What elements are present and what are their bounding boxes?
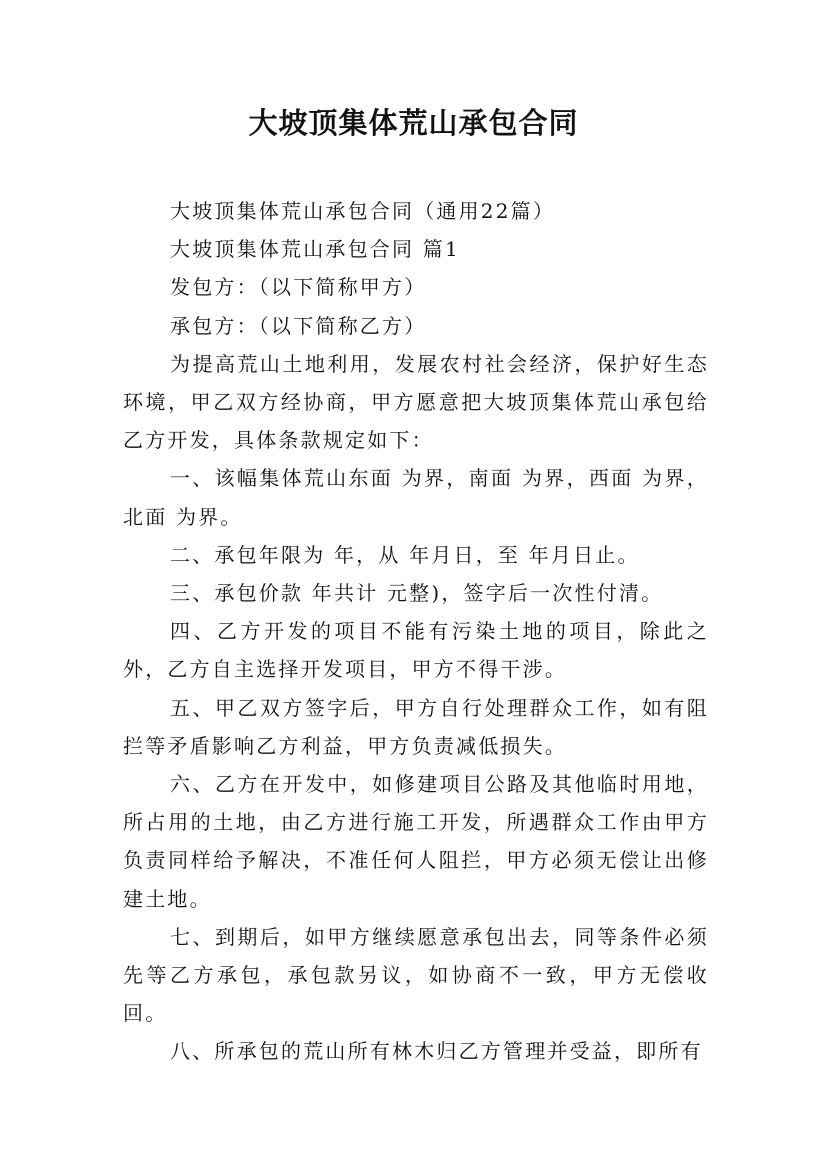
paragraph-clause-6: 六、乙方在开发中，如修建项目公路及其他临时用地，所占用的土地，由乙方进行施工开发，所遇群众工作由甲方负责同样给予解决，不准任何人阻拦，甲方必须无偿让出修建土地。	[123, 772, 709, 911]
paragraph-contractor: 承包方：（以下简称乙方）	[170, 313, 427, 338]
paragraph-clause-7: 七、到期后，如甲方继续愿意承包出去，同等条件必须先等乙方承包，承包款另议，如协商不一致，甲方无偿收回。	[123, 924, 709, 1026]
paragraph-clause-8: 八、所承包的荒山所有林木归乙方管理并受益，即所有	[170, 1039, 703, 1064]
document-title: 大坡顶集体荒山承包合同	[248, 106, 579, 140]
paragraph-clause-3: 三、承包价款 年共计 元整)，签字后一次性付清。	[170, 581, 664, 606]
document-body	[123, 192, 709, 1071]
paragraph-clause-1: 一、该幅集体荒山东面 为界，南面 为界，西面 为界，北面 为界。	[123, 466, 709, 529]
paragraph-clause-5: 五、甲乙双方签字后，甲方自行处理群众工作，如有阻拦等矛盾影响乙方利益，甲方负责减低损失。	[123, 695, 709, 758]
paragraph-clause-4: 四、乙方开发的项目不能有污染土地的项目，除此之外，乙方自主选择开发项目，甲方不得干涉。	[123, 619, 709, 682]
paragraph-contract-issuer: 发包方：（以下简称甲方）	[170, 275, 427, 300]
paragraph-subtitle: 大坡顶集体荒山承包合同（通用22篇）	[170, 199, 556, 223]
paragraph-section-heading: 大坡顶集体荒山承包合同 篇1	[170, 237, 460, 262]
paragraph-preamble: 为提高荒山土地利用，发展农村社会经济，保护好生态环境，甲乙双方经协商，甲方愿意把大坡顶集体荒山承包给乙方开发，具体条款规定如下：	[123, 351, 709, 453]
paragraph-clause-2: 二、承包年限为 年，从 年月日，至 年月日止。	[170, 542, 640, 567]
